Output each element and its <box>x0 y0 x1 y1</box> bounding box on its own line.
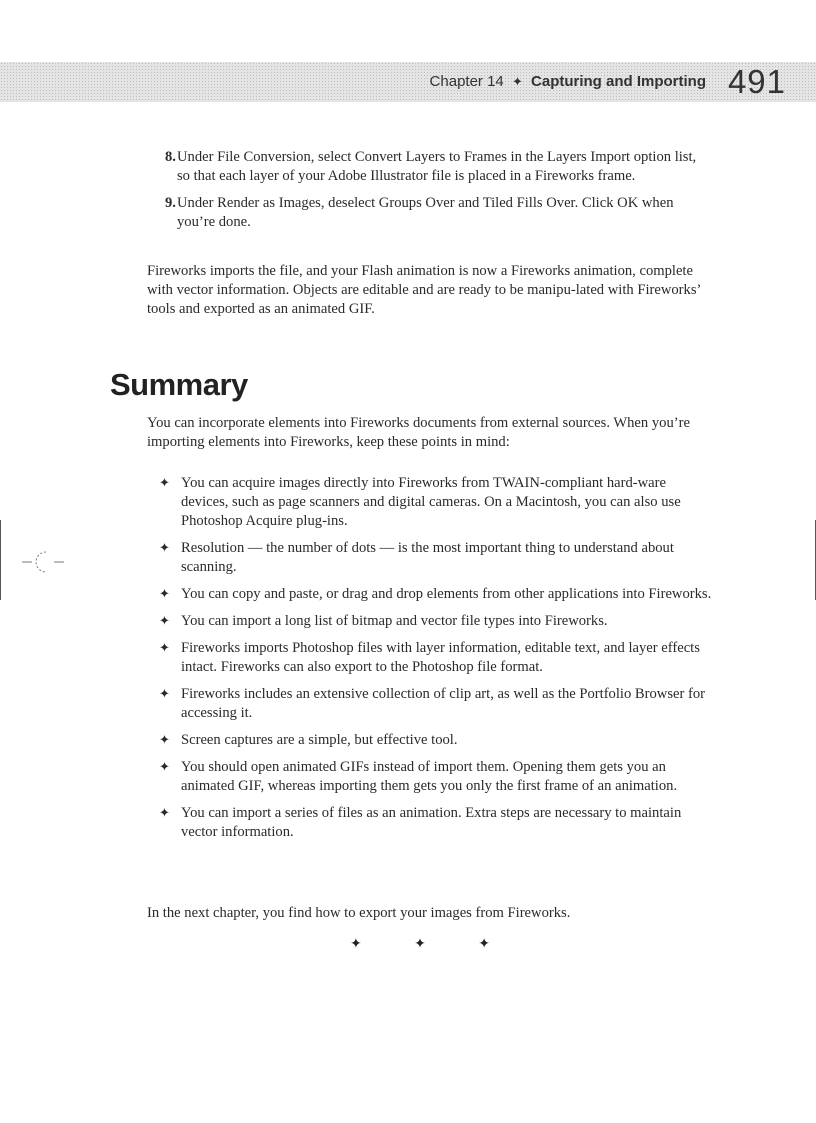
step-number: 9. <box>165 195 176 211</box>
left-margin-rule <box>0 520 1 600</box>
list-item <box>147 758 712 796</box>
step-8 <box>147 148 707 186</box>
bullet-star-icon: ✦ <box>159 476 170 491</box>
crop-mark-icon <box>20 548 70 574</box>
step-9 <box>147 194 707 232</box>
list-item-text: You can import a long list of bitmap and vector file types into Fireworks. <box>181 613 608 629</box>
body-paragraph: Fireworks imports the file, and your Flash animation is now a Fireworks animation, complete with vector information. Objects are editable and are ready to be manipu-lated with Fireworks’ tools and exported as an animated GIF. <box>147 263 701 317</box>
bullet-star-icon: ✦ <box>159 760 170 775</box>
bullet-star-icon: ✦ <box>159 541 170 556</box>
step-number: 8. <box>165 149 176 165</box>
list-item <box>147 539 712 577</box>
star-icon: ✦ <box>478 936 490 952</box>
step-text: Under File Conversion, select Convert Layers to Frames in the Layers Import option list, so that each layer of your Adobe Illustrator file is placed in a Fireworks frame. <box>177 149 697 184</box>
list-item <box>147 804 712 842</box>
list-item-text: You can import a series of files as an animation. Extra steps are necessary to maintain vector information. <box>181 805 682 840</box>
bullet-star-icon: ✦ <box>159 806 170 821</box>
list-item-text: You can acquire images directly into Fireworks from TWAIN-compliant hard-ware devices, such as page scanners and digital cameras. On a Macintosh, you can also use Photoshop Acquire plug-ins. <box>181 475 681 529</box>
bullet-star-icon: ✦ <box>159 587 170 602</box>
bullet-star-icon: ✦ <box>159 733 170 748</box>
numbered-steps <box>147 148 707 240</box>
star-icon: ✦ <box>414 936 426 952</box>
list-item <box>147 639 712 677</box>
list-item-text: Fireworks includes an extensive collection of clip art, as well as the Portfolio Browser for accessing it. <box>181 686 706 721</box>
closing-paragraph: In the next chapter, you find how to export your images from Fireworks. <box>147 905 571 921</box>
list-item-text: You can copy and paste, or drag and drop elements from other applications into Fireworks. <box>181 586 712 602</box>
list-item <box>147 474 712 531</box>
page-number: 491 <box>727 63 786 100</box>
section-heading-summary: Summary <box>110 367 248 402</box>
list-item <box>147 731 712 750</box>
list-item <box>147 612 712 631</box>
step-text: Under Render as Images, deselect Groups Over and Tiled Fills Over. Click OK when you’re done. <box>177 195 674 230</box>
list-item <box>147 585 712 604</box>
list-item <box>147 685 712 723</box>
summary-bullet-list <box>147 474 712 850</box>
end-of-chapter-marks <box>350 936 490 952</box>
header-separator-icon: ✦ <box>511 74 523 89</box>
bullet-star-icon: ✦ <box>159 641 170 656</box>
list-item-text: You should open animated GIFs instead of import them. Opening them gets you an animated GIF, whereas importing them gets you only the first frame of an animation. <box>181 759 678 794</box>
summary-intro: You can incorporate elements into Fireworks documents from external sources. When you’re importing elements into Fireworks, keep these points in mind: <box>147 415 690 450</box>
star-icon: ✦ <box>350 936 362 952</box>
list-item-text: Resolution — the number of dots — is the most important thing to understand about scanning. <box>181 540 674 575</box>
running-head <box>430 70 706 94</box>
list-item-text: Fireworks imports Photoshop files with layer information, editable text, and layer effects intact. Fireworks can also export to the Photoshop file format. <box>181 640 700 675</box>
bullet-star-icon: ✦ <box>159 687 170 702</box>
bullet-star-icon: ✦ <box>159 614 170 629</box>
list-item-text: Screen captures are a simple, but effective tool. <box>181 732 458 748</box>
chapter-label: Chapter 14 <box>429 73 504 90</box>
chapter-title: Capturing and Importing <box>531 73 706 90</box>
